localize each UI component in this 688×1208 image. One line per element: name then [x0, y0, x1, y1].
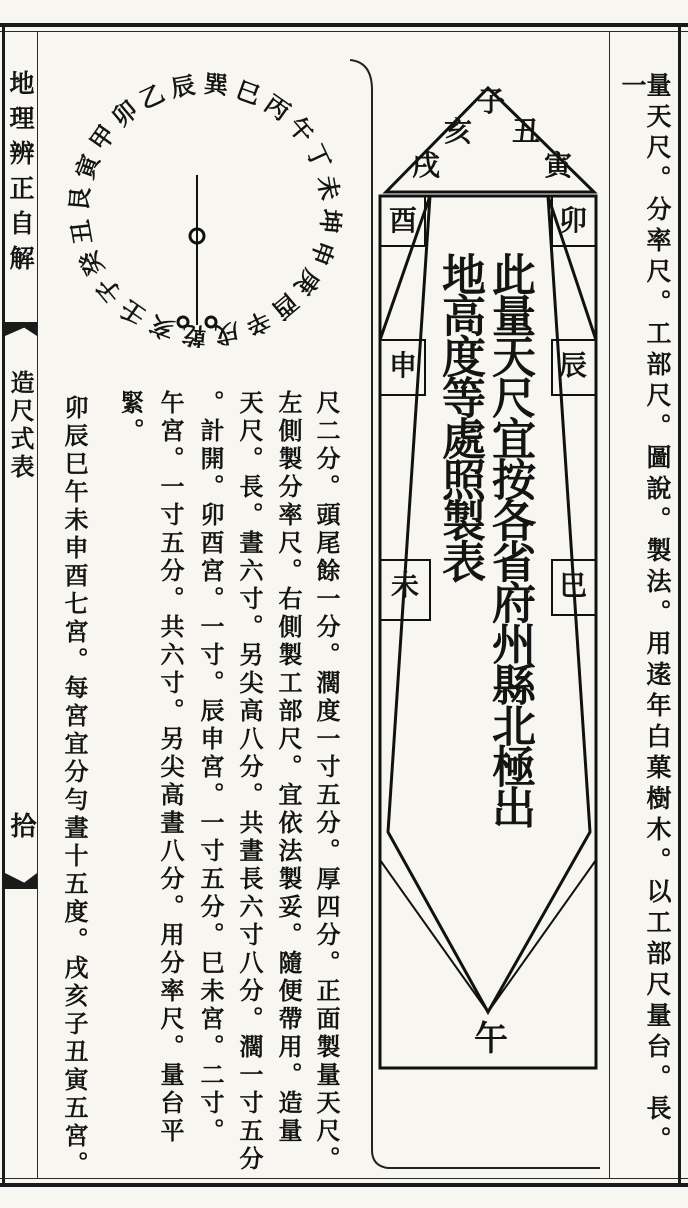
compass-char: 壬: [114, 294, 152, 332]
branch-label-mao: 卯: [559, 204, 588, 237]
compass-char: 庚: [289, 263, 327, 301]
body-column-2: 左側製分率尺。右側製工部尺。宜依法製妥。隨便帶用。造量: [274, 390, 303, 1146]
branch-label-zi: 子: [477, 85, 506, 118]
compass-char: 乾: [180, 319, 208, 351]
compass-char: 坤: [314, 207, 346, 235]
compass-char: 癸: [73, 246, 110, 281]
compass-char: 甲: [83, 119, 121, 157]
body-column-7: 卯辰巳午未申酉七宮。每宮宜分勻晝十五度。戌亥子丑寅五宮。: [60, 395, 89, 1179]
book-title: 地理辨正自解: [6, 70, 35, 280]
compass-char: 丑: [65, 217, 98, 247]
compass-char: 巽: [202, 69, 230, 101]
branch-label-si: 巳: [559, 569, 588, 602]
compass-char: 丁: [300, 139, 337, 174]
compass-char: 丙: [258, 88, 296, 126]
body-column-4: 。計開。卯酉宮。一寸。辰申宮。一寸五分。巳未宮。二寸。: [196, 390, 225, 1146]
ruler-inscription: 此量天尺宜按各省府州縣北極出地高度等處照製表: [434, 252, 535, 826]
branch-label-wu: 午: [474, 1019, 508, 1059]
body-column-1: 尺二分。頭尾餘一分。濶度一寸五分。厚四分。正面製量天尺。: [312, 390, 341, 1174]
branch-label-shen: 申: [389, 349, 418, 382]
compass-char: 艮: [64, 185, 96, 213]
branch-label-chou: 丑: [512, 115, 541, 148]
body-column-6: 緊。: [116, 390, 145, 446]
compass-char: 酉: [267, 287, 305, 325]
compass-char: 亥: [145, 310, 179, 346]
compass-char: 辛: [241, 305, 276, 342]
body-column-3: 天尺。長。晝六寸。另尖高八分。共晝長六寸八分。濶一寸五分: [235, 390, 264, 1174]
branch-label-chen: 辰: [559, 349, 588, 382]
compass-char: 乙: [134, 78, 169, 115]
branch-label-hai: 亥: [444, 115, 473, 148]
branch-label-yin: 寅: [544, 149, 573, 182]
compass-char: 辰: [168, 70, 198, 103]
compass-char: 未: [312, 173, 345, 203]
section-title: 造尺式表: [6, 370, 35, 482]
compass-char: 午: [282, 110, 320, 148]
branch-label-you: 酉: [389, 204, 418, 237]
compass-char: 戌: [212, 317, 242, 350]
compass-char: 卯: [105, 95, 143, 133]
compass-char: 巳: [231, 74, 265, 110]
branch-label-wei: 未: [391, 569, 420, 602]
page-number: 拾: [6, 812, 36, 838]
compass-char: 申: [305, 236, 341, 270]
compass-char: 子: [90, 272, 128, 310]
right-column-text: 量天尺。分率尺。工部尺。圖說。製法。用逺年白菓樹木。以工部尺量台。長。一: [618, 72, 672, 1157]
body-column-5: 午宮。一寸五分。共六寸。另尖高晝八分。用分率尺。量台平: [156, 390, 185, 1146]
compass-char: 寅: [69, 150, 105, 184]
branch-label-xu: 戌: [412, 149, 441, 182]
